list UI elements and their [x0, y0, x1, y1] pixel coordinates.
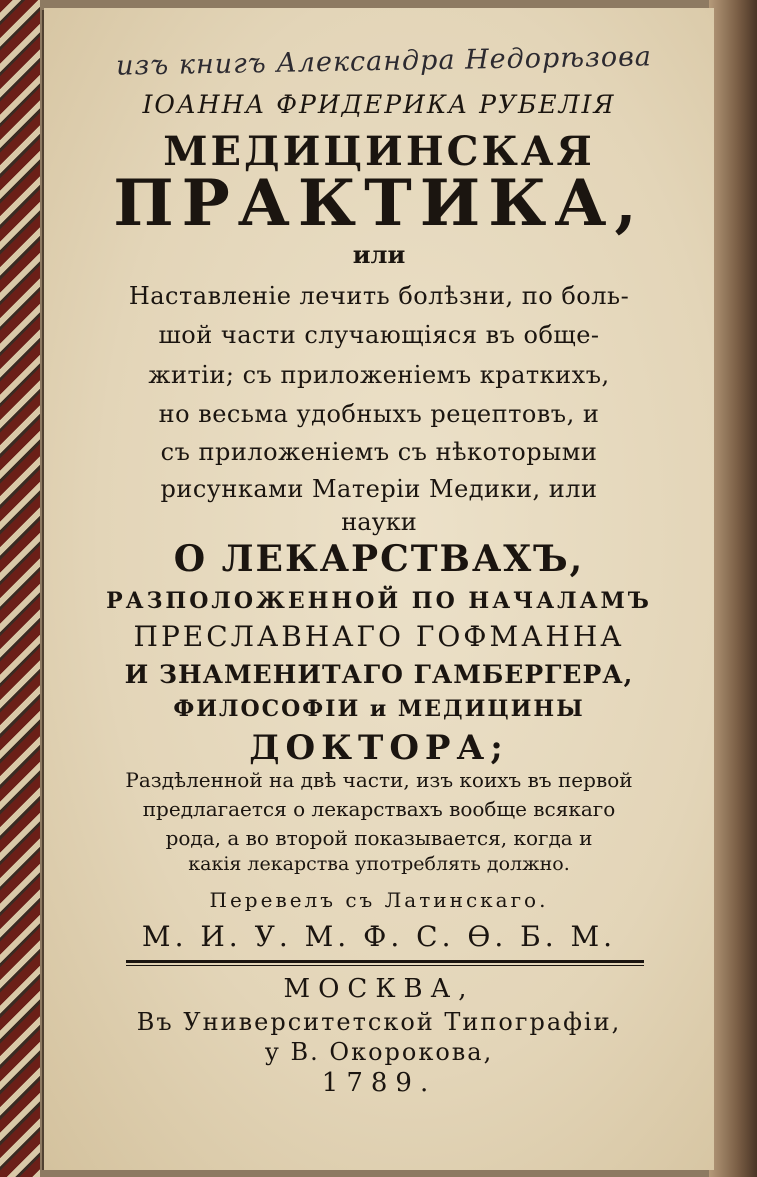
handwritten-inscription: изъ книгъ Александра Недорѣзова: [115, 41, 653, 82]
hamberger-line: И ЗНАМЕНИТАГО ГАМБЕРГЕРА,: [124, 660, 634, 689]
subtitle-line: предлагается о лекарствахъ вообще всякаго: [142, 797, 616, 821]
description-line: житіи; съ приложеніемъ краткихъ,: [148, 361, 610, 389]
imprint-year: 1789.: [321, 1068, 437, 1098]
subtitle-line: Раздѣленной на двѣ части, изъ коихъ въ первой: [125, 768, 633, 792]
author-name: ІОАННА ФРИДЕРИКА РУБЕЛІЯ: [142, 90, 616, 119]
description-line: шой части случающіяся въ обще-: [158, 321, 600, 349]
page-edge: [709, 0, 757, 1177]
description-line: Наставленіе лечить болѣзни, по боль-: [128, 282, 630, 310]
philosophy-medicine-line: ФИЛОСОФІИ и МЕДИЦИНЫ: [173, 696, 585, 722]
imprint-city: МОСКВА,: [283, 974, 475, 1004]
book-spine: [0, 0, 40, 1177]
hoffmann-line: ПРЕСЛАВНАГО ГОФМАННА: [133, 620, 625, 653]
description-line: но весьма удобныхъ рецептовъ, и: [158, 400, 600, 428]
imprint-press: Въ Университетской Типографіи,: [136, 1008, 622, 1036]
description-line: съ приложеніемъ съ нѣкоторыми: [160, 438, 598, 466]
doctor-line: ДОКТОРА;: [249, 728, 509, 768]
divider-rule: [126, 960, 644, 963]
divider-rule-thin: [126, 965, 644, 966]
imprint-printer: у В. Окорокова,: [264, 1038, 494, 1066]
conjunction-ili: или: [352, 240, 406, 269]
translator-initials: М. И. У. М. Ф. С. Ѳ. Б. М.: [141, 920, 617, 953]
nauki-line: науки: [341, 508, 417, 536]
title-line-1: МЕДИЦИНСКАЯ: [163, 128, 595, 175]
title-page: [44, 8, 714, 1170]
description-line: рисунками Матеріи Медики, или: [160, 475, 598, 503]
arranged-line: РАЗПОЛОЖЕННОЙ ПО НАЧАЛАМЪ: [106, 588, 652, 614]
translator-note: Перевелъ съ Латинскаго.: [209, 888, 549, 912]
subtitle-line: рода, а во второй показывается, когда и: [165, 826, 593, 850]
subtitle-line: какія лекарства употреблять должно.: [188, 853, 570, 875]
subject-heading: О ЛЕКАРСТВАХЪ,: [173, 538, 585, 580]
title-line-2: ПРАКТИКА,: [113, 166, 645, 241]
